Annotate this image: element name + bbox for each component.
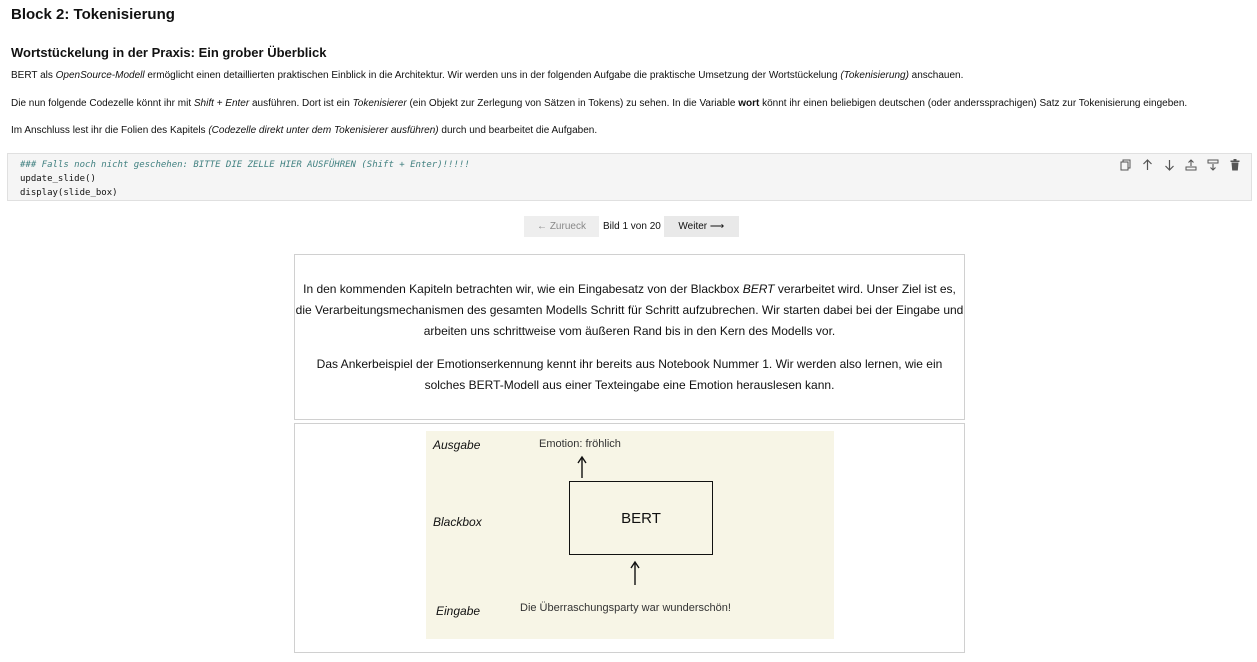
arrow-up-icon[interactable]	[1139, 157, 1155, 173]
copy-icon[interactable]	[1117, 157, 1133, 173]
slide-image-panel	[294, 423, 965, 653]
bert-diagram	[426, 431, 834, 639]
slide-paragraph: Das Ankerbeispiel der Emotionserkennung kennt ihr bereits aus Notebook Nummer 1. Wir werden also lernen, wie ein solches BERT-Modell aus einer Texteingabe eine Emotion herauslesen kann.	[316, 357, 943, 392]
insert-above-icon[interactable]	[1183, 157, 1199, 173]
slide-text-panel	[294, 254, 965, 420]
intro-paragraph	[11, 70, 963, 81]
text-span: anschauen.	[908, 70, 964, 81]
code-comment: ### Falls noch nicht geschehen: BITTE DIE ZELLE HIER AUSFÜHREN (Shift + Enter)!!!!!	[20, 160, 470, 170]
text-span: In den kommenden Kapiteln betrachten wir, wie ein Eingabesatz von der Blackbox	[303, 282, 743, 296]
diagram-label-output: Ausgabe	[433, 438, 481, 452]
arrow-down-icon[interactable]	[1161, 157, 1177, 173]
text-emphasis: Shift + Enter	[193, 98, 250, 109]
followup-paragraph	[11, 125, 597, 136]
insert-below-icon[interactable]	[1205, 157, 1221, 173]
text-emphasis: Tokenisierer	[352, 98, 407, 109]
code-line: update_slide()	[20, 174, 96, 184]
text-span: verarbeitet wird. Unser Ziel ist es, die Verarbeitungsmechanismen des gesamten Modells Schritt für Schritt aufzubrechen. Wir starten dabei bei der Eingabe und arbeiten uns schrittweise vom äußeren Rand bis in den Kern des Modells vor.	[295, 282, 964, 338]
slide-counter: Bild 1 von 20	[603, 220, 661, 232]
text-span: Im Anschluss lest ihr die Folien des Kapitels	[11, 125, 209, 136]
trash-icon[interactable]	[1227, 157, 1243, 173]
page-title: Block 2: Tokenisierung	[11, 6, 175, 23]
next-button[interactable]: Weiter ⟶	[664, 216, 739, 237]
diagram-label-input: Eingabe	[436, 604, 481, 618]
previous-button[interactable]: ← Zurueck	[524, 216, 599, 237]
instruction-paragraph	[11, 98, 1187, 109]
arrow-up-icon	[629, 560, 641, 586]
text-emphasis: BERT	[742, 282, 775, 296]
text-span: könnt ihr einen beliebigen deutschen (oder anderssprachigen) Satz zur Tokenisierung eingeben.	[759, 98, 1188, 109]
diagram-input-text: Die Überraschungsparty war wunderschön!	[520, 602, 731, 614]
text-span: BERT als	[11, 70, 56, 81]
section-title: Wortstückelung in der Praxis: Ein grober Überblick	[11, 45, 327, 60]
slide-paragraph	[295, 279, 964, 342]
text-span: Die nun folgende Codezelle könnt ihr mit	[11, 98, 194, 109]
bert-box: BERT	[569, 481, 713, 555]
code-cell[interactable]	[7, 153, 1252, 201]
diagram-output-text: Emotion: fröhlich	[539, 438, 621, 450]
text-emphasis: (Codezelle direkt unter dem Tokenisierer ausführen)	[208, 125, 439, 136]
text-span: (ein Objekt zur Zerlegung von Sätzen in Tokens) zu sehen. In die Variable	[406, 98, 739, 109]
arrow-up-icon	[576, 455, 588, 479]
cell-toolbar	[1117, 157, 1243, 173]
text-emphasis: OpenSource-Modell	[55, 70, 145, 81]
diagram-label-blackbox: Blackbox	[433, 515, 482, 529]
text-emphasis: (Tokenisierung)	[840, 70, 909, 81]
code-line: display(slide_box)	[20, 188, 118, 198]
text-span: ermöglicht einen detaillierten praktischen Einblick in die Architektur. Wir werden uns in der folgenden Aufgabe die praktische Umsetzung der Wortstückelung	[144, 70, 841, 81]
text-span: ausführen. Dort ist ein	[249, 98, 353, 109]
code-editor[interactable]	[20, 158, 470, 200]
text-strong: wort	[738, 98, 760, 109]
text-span: durch und bearbeitet die Aufgaben.	[438, 125, 598, 136]
slide-navigation	[524, 215, 739, 237]
